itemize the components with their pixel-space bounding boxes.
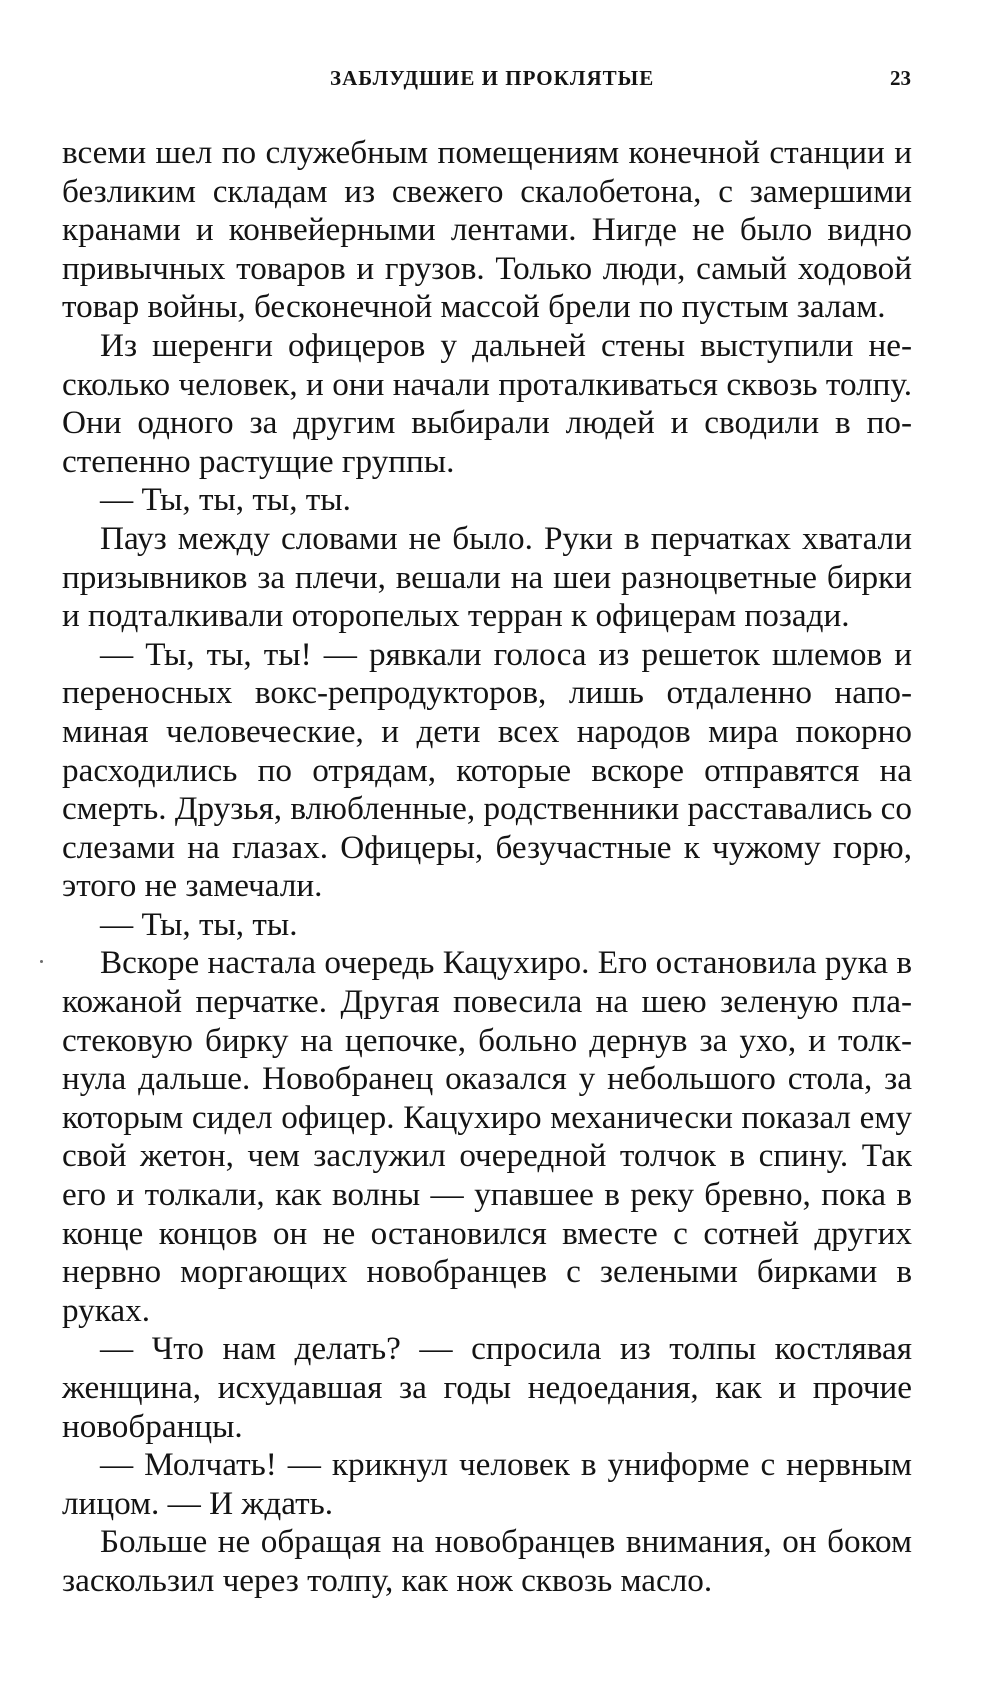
scan-speck: [40, 960, 43, 963]
paragraph: Из шеренги офицеров у дальней стены выступили несколько человек, и они начали проталкиваться сквозь толпу. Они одного за другим выбирали людей и сводили в постепенно растущие группы.: [62, 326, 912, 480]
paragraph: — Ты, ты, ты, ты.: [100, 481, 351, 519]
paragraph: — Ты, ты, ты.: [100, 905, 298, 943]
running-title: ЗАБЛУДШИЕ И ПРОКЛЯТЫЕ: [330, 66, 655, 90]
running-head: [0, 66, 1000, 96]
paragraph: Больше не обращая на новобранцев внимания, он боком заскользил через толпу, как нож сквозь масло.: [62, 1523, 912, 1599]
page-number: 23: [890, 66, 911, 90]
paragraph: Пауз между словами не было. Руки в перчатках хватали призывников за плечи, вешали на шеи разноцветные бирки и подталкивали оторопелых терран к офицерам позади.: [62, 519, 912, 635]
body-text: [62, 134, 912, 1601]
paragraph: всеми шел по служебным помещениям конечной станции и безликим складам из свежего скалобетона, с замершими кранами и конвейерными лентами. Нигде не было видно привычных товаров и грузов. Только люди, самый ходовой товар войны, бесконечной массой брели по пустым залам.: [62, 134, 912, 326]
paragraph: — Что нам делать? — спросила из толпы костлявая женщина, исхудавшая за годы недоедания, как и прочие новобранцы.: [62, 1330, 912, 1445]
paragraph: — Ты, ты, ты! — рявкали голоса из решеток шлемов и переносных вокс-репродукторов, лишь отдаленно напоминая человеческие, и дети всех народов мира покорно расходились по отрядам, которые вскоре отправятся на смерть. Друзья, влюбленные, родственники расставались со слезами на глазах. Офицеры, безучастные к чужому горю, этого не замечали.: [62, 635, 912, 905]
paragraph: Вскоре настала очередь Кацухиро. Его остановила рука в кожаной перчатке. Другая повесила на шею зеленую пластековую бирку на цепочке, больно дернув за ухо, и толкнула дальше. Новобранец оказался у небольшого стола, за которым сидел офицер. Кацухиро механически показал ему свой жетон, чем заслужил очередной толчок в спину. Так его и толкали, как волны — упавшее в реку бревно, пока в конце концов он не остановился вместе с сотней других нервно моргающих новобранцев с зелеными бирками в руках.: [62, 944, 912, 1329]
paragraph: — Молчать! — крикнул человек в униформе с нервным лицом. — И ждать.: [62, 1446, 912, 1522]
